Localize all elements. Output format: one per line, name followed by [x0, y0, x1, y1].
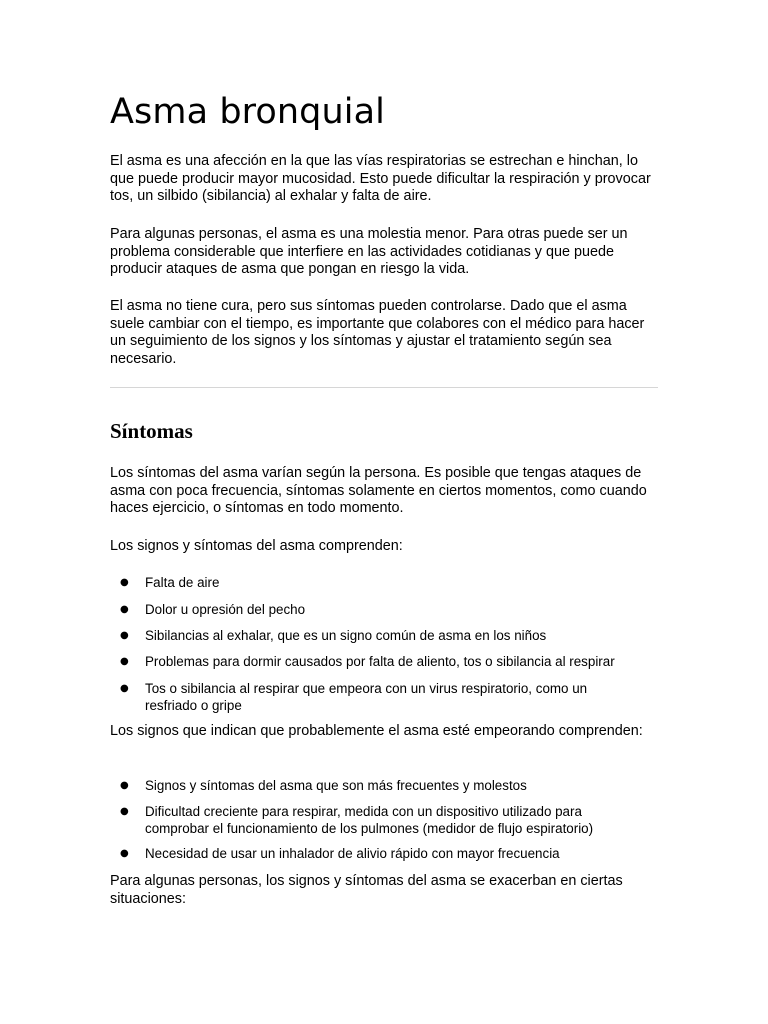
intro-paragraph-2: Para algunas personas, el asma es una molestia menor. Para otras puede ser un problema considerable que interfiere en las actividades cotidianas y que puede producir ataques de asma que pongan en riesgo la vida. — [110, 226, 628, 277]
list-item-text: Tos o sibilancia al respirar que empeora con un virus respiratorio, como un resfriado o gripe — [145, 681, 588, 713]
list-item-text: Signos y síntomas del asma que son más frecuentes y molestos — [145, 778, 527, 793]
list-item — [110, 681, 658, 714]
list-item — [110, 804, 658, 837]
bullet-icon: ● — [120, 683, 129, 694]
list-item-text: Dificultad creciente para respirar, medida con un dispositivo utilizado para comprobar el funcionamiento de los pulmones (medidor de flujo espiratorio) — [145, 804, 594, 836]
list-item-text: Problemas para dormir causados por falta de aliento, tos o sibilancia al respirar — [145, 654, 615, 669]
bullet-icon: ● — [120, 806, 129, 817]
bullet-icon: ● — [120, 848, 129, 859]
bullet-icon: ● — [120, 780, 129, 791]
closing-paragraph: Para algunas personas, los signos y síntomas del asma se exacerban en ciertas situaciones: — [110, 873, 623, 907]
section-divider — [110, 387, 658, 388]
list-item — [110, 628, 658, 645]
bullet-icon: ● — [120, 577, 129, 588]
list-item — [110, 778, 658, 795]
bullet-icon: ● — [120, 656, 129, 667]
bullet-icon: ● — [120, 604, 129, 615]
intro-paragraph-1: El asma es una afección en la que las vías respiratorias se estrechan e hinchan, lo que puede producir mayor mucosidad. Esto puede dificultar la respiración y provocar tos, un silbido (sibilancia) al exhalar y falta de aire. — [110, 153, 651, 204]
list-item-text: Sibilancias al exhalar, que es un signo común de asma en los niños — [145, 628, 547, 643]
list-item — [110, 602, 658, 619]
symptoms-paragraph: Los síntomas del asma varían según la persona. Es posible que tengas ataques de asma con poca frecuencia, síntomas solamente en ciertos momentos, como cuando haces ejercicio, o síntomas en todo momento. — [110, 465, 647, 516]
section-heading-symptoms: Síntomas — [110, 419, 193, 443]
list-item-text: Dolor u opresión del pecho — [145, 602, 306, 617]
list-item — [110, 575, 658, 592]
list-item-text: Necesidad de usar un inhalador de alivio rápido con mayor frecuencia — [145, 846, 560, 861]
list-item — [110, 846, 658, 863]
list-item-text: Falta de aire — [145, 575, 220, 590]
page-title: Asma bronquial — [110, 92, 385, 132]
bullet-icon: ● — [120, 630, 129, 641]
worsening-intro: Los signos que indican que probablemente el asma esté empeorando comprenden: — [110, 723, 643, 739]
list-item — [110, 654, 658, 671]
symptoms-list-intro: Los signos y síntomas del asma comprenden: — [110, 538, 403, 554]
intro-paragraph-3: El asma no tiene cura, pero sus síntomas pueden controlarse. Dado que el asma suele cambiar con el tiempo, es importante que colabores con el médico para hacer un seguimiento de los signos y los síntomas y ajustar el tratamiento según sea necesario. — [110, 298, 645, 367]
